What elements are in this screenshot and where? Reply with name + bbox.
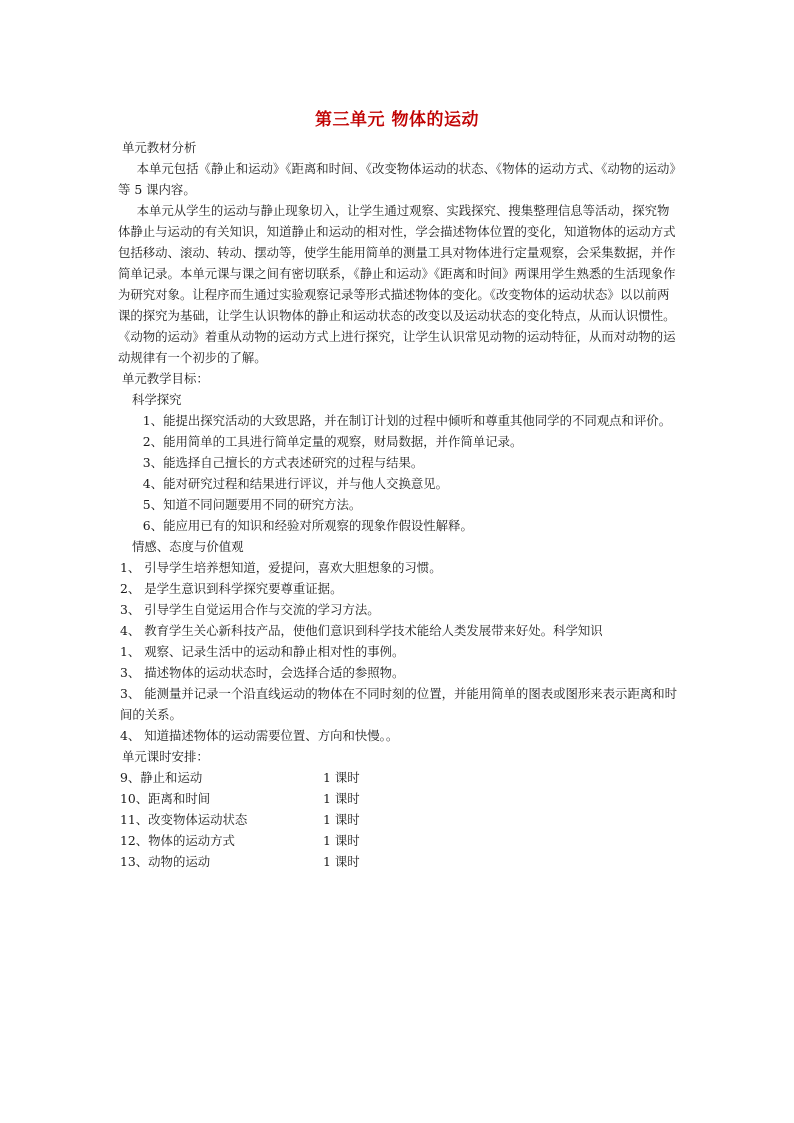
schedule-row [120, 788, 678, 809]
knowledge-item: 4、 知道描述物体的运动需要位置、方向和快慢。。 [120, 728, 399, 743]
schedule-row [120, 809, 678, 830]
schedule-row [120, 851, 678, 872]
schedule-row [120, 830, 678, 851]
science-item: 4、能对研究过程和结果进行评议，并与他人交换意见。 [142, 476, 449, 491]
schedule-lesson: 10、距离和时间 [120, 791, 211, 806]
schedule-row [120, 767, 678, 788]
goals-heading: 单元教学目标： [122, 371, 209, 386]
science-item: 6、能应用已有的知识和经验对所观察的现象作假设性解释。 [142, 518, 473, 533]
schedule-list [118, 767, 678, 872]
science-item: 3、能选择自己擅长的方式表述研究的过程与结果。 [142, 455, 424, 470]
schedule-lesson: 9、静止和运动 [120, 770, 203, 785]
analysis-heading: 单元教材分析 [122, 140, 197, 155]
knowledge-item: 1、 观察、记录生活中的运动和静止相对性的事例。 [120, 644, 405, 659]
attitude-item: 1、 引导学生培养想知道，爱提问，喜欢大胆想象的习惯。 [120, 560, 442, 575]
schedule-hours: 1 课时 [323, 854, 360, 869]
attitude-item: 2、 是学生意识到科学探究要尊重证据。 [120, 581, 343, 596]
document-body [118, 137, 678, 872]
schedule-lesson: 13、动物的运动 [120, 854, 211, 869]
schedule-lesson: 12、物体的运动方式 [120, 833, 235, 848]
attitude-heading: 情感、态度与价值观 [132, 539, 244, 554]
science-item: 2、能用简单的工具进行简单定量的观察，财局数据，并作简单记录。 [142, 434, 523, 449]
science-heading: 科学探究 [132, 392, 182, 407]
schedule-hours: 1 课时 [323, 770, 360, 785]
schedule-hours: 1 课时 [323, 791, 360, 806]
analysis-paragraph-2: 本单元从学生的运动与静止现象切入，让学生通过观察、实践探究、搜集整理信息等活动，探究物体静止与运动的有关知识，知道静止和运动的相对性，学会描述物体位置的变化，知道物体的运动方式包括移动、滚动、转动、摆动等，使学生能用简单的测量工具对物体进行定量观察，会采集数据，并作简单记录。本单元课与课之间有密切联系，《静止和运动》《距离和时间》两课用学生熟悉的生活现象作为研究对象。让程序而生通过实验观察记录等形式描述物体的变化。《改变物体的运动状态》以以前两课的探究为基础，让学生认识物体的静止和运动状态的改变以及运动状态的变化特点，从而认识惯性。《动物的运动》着重从动物的运动方式上进行探究，让学生认识常见动物的运动特征，从而对动物的运动规律有一个初步的了解。 [118, 203, 676, 365]
document-title: 第三单元 物体的运动 [315, 110, 479, 130]
schedule-hours: 1 课时 [323, 812, 360, 827]
schedule-lesson: 11、改变物体运动状态 [120, 812, 248, 827]
schedule-hours: 1 课时 [323, 833, 360, 848]
schedule-heading: 单元课时安排： [122, 749, 209, 764]
knowledge-item: 3、 描述物体的运动状态时，会选择合适的参照物。 [120, 665, 405, 680]
science-item: 5、知道不同问题要用不同的研究方法。 [142, 497, 362, 512]
attitude-item: 4、 教育学生关心新科技产品，使他们意识到科学技术能给人类发展带来好处。科学知识 [120, 623, 603, 638]
science-item: 1、能提出探究活动的大致思路，并在制订计划的过程中倾听和尊重其他同学的不同观点和评价。 [142, 413, 672, 428]
attitude-item: 3、 引导学生自觉运用合作与交流的学习方法。 [120, 602, 380, 617]
analysis-paragraph-1: 本单元包括《静止和运动》《距离和时间、《改变物体运动的状态、《物体的运动方式、《动物的运动》等 5 课内容。 [118, 161, 676, 197]
knowledge-item: 3、 能测量并记录一个沿直线运动的物体在不同时刻的位置，并能用简单的图表或图形来表示距离和时间的关系。 [120, 686, 678, 722]
